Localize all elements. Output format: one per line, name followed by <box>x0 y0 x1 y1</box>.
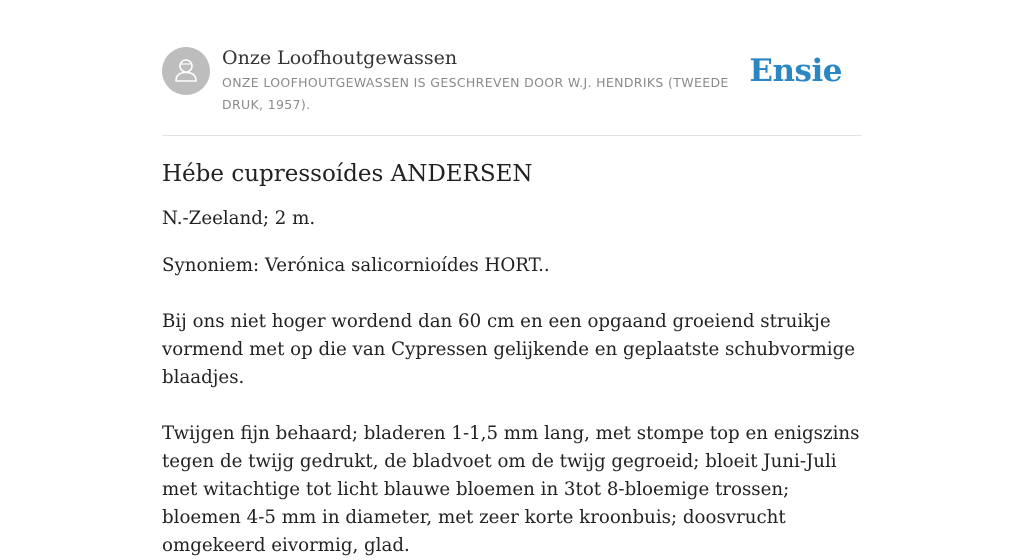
entry-synonym: Synoniem: Verónica salicornioídes HORT.. <box>162 255 550 276</box>
book-header <box>162 46 862 136</box>
entry-title: Hébe cupressoídes ANDERSEN <box>162 161 533 187</box>
entry-region: N.-Zeeland; 2 m. <box>162 208 316 229</box>
entry-content <box>162 154 862 560</box>
user-icon <box>162 47 210 95</box>
ensie-logo[interactable]: Ensie <box>749 53 842 89</box>
book-title[interactable]: Onze Loofhoutgewassen <box>222 47 458 69</box>
author-avatar[interactable] <box>162 47 210 95</box>
entry-paragraph: Twijgen fijn behaard; bladeren 1-1,5 mm lang, met stompe top en enigszins tegen de twijg gedrukt, de bladvoet om de twijg gegroeid; bloeit Juni-Juli met witachtige tot licht blauwe bloemen in 3tot 8-bloemige trossen; bloemen 4-5 mm in diameter, met zeer korte kroonbuis; doosvrucht omgekeerd eivormig, glad. <box>162 423 860 556</box>
book-subtitle: ONZE LOOFHOUTGEWASSEN IS GESCHREVEN DOOR W.J. HENDRIKS (TWEEDE DRUK, 1957). <box>222 75 729 112</box>
entry-paragraph: Bij ons niet hoger wordend dan 60 cm en een opgaand groeiend struikje vormend met op die van Cypressen gelijkende en geplaatste schubvormige blaadjes. <box>162 311 856 388</box>
